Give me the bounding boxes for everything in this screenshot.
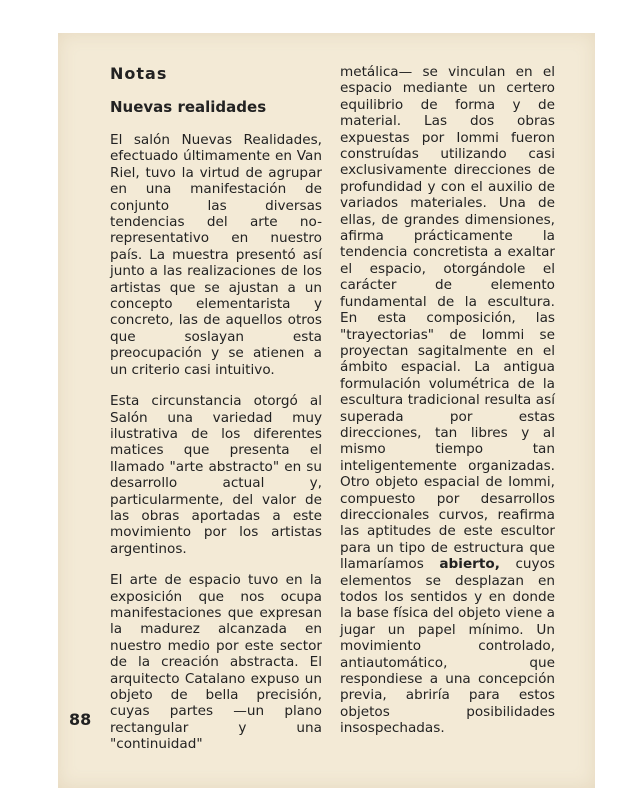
paragraph-gap — [110, 557, 322, 572]
paragraph-3: El arte de espacio tuvo en la exposición que nos ocupa manifestaciones que expresan la madurez alcanzada en nuestro medio por este sector de la creación abstracta. El arquitecto Catalano expuso un objeto de bella precisión, cuyas partes —un plano rectangular y una "continuidad" — [110, 572, 322, 753]
article-title: Nuevas realidades — [110, 98, 267, 116]
paragraph-4-text-a: metálica— se vinculan en el espacio mediante un certero equilibrio de forma y de material. Las dos obras expuestas por Iommi fueron construídas utilizando casi exclusivamente direcciones de profundidad y con el auxilio de variados materiales. Una de ellas, de grandes dimensiones, afirma prácticamente la tendencia concretista a exaltar el espacio, otorgándole el carácter de elemento fundamental de la escultura. En esta composición, las "trayectorias" de Iommi se proyectan sagitalmente en el ámbito espacial. La antigua formulación volumétrica de la escultura tradicional resulta así superada por estas direcciones, tan libres y al mismo tiempo tan inteligentemente organizadas. Otro objeto espacial de Iommi, compuesto por desarrollos direccionales curvos, reafirma las aptitudes de este escultor para un tipo de estructura que llamaríamos — [340, 64, 555, 573]
paragraph-2: Esta circunstancia otorgó al Salón una variedad muy ilustrativa de los diferentes matices que presenta el llamado "arte abstracto" en su desarrollo actual y, particularmente, del valor de las obras aportadas a este movimiento por los artistas argentinos. — [110, 393, 322, 557]
left-column — [110, 64, 322, 753]
section-label: Notas — [110, 64, 168, 83]
emphasis-word: abierto, — [439, 556, 500, 573]
page-number: 88 — [69, 710, 92, 729]
paragraph-4-text-b: cuyos elementos se desplazan en todos los sentidos y en donde la base física del objeto viene a jugar un papel mínimo. Un movimiento controlado, antiautomático, que respondiese a una concepción previa, abriría para estos objetos posibilidades insospechadas. — [340, 556, 555, 737]
right-column — [340, 64, 555, 737]
paragraph-4 — [340, 64, 555, 737]
paragraph-1: El salón Nuevas Realidades, efectuado últimamente en Van Riel, tuvo la virtud de agrupar en una manifestación de conjunto las diversas tendencias del arte no-representativo en nuestro país. La muestra presentó así junto a las realizaciones de los artistas que se ajustan a un concepto elementarista y concreto, las de aquellos otros que soslayan esta preocupación y se atienen a un criterio casi intuitivo. — [110, 132, 322, 378]
paragraph-gap — [110, 378, 322, 393]
